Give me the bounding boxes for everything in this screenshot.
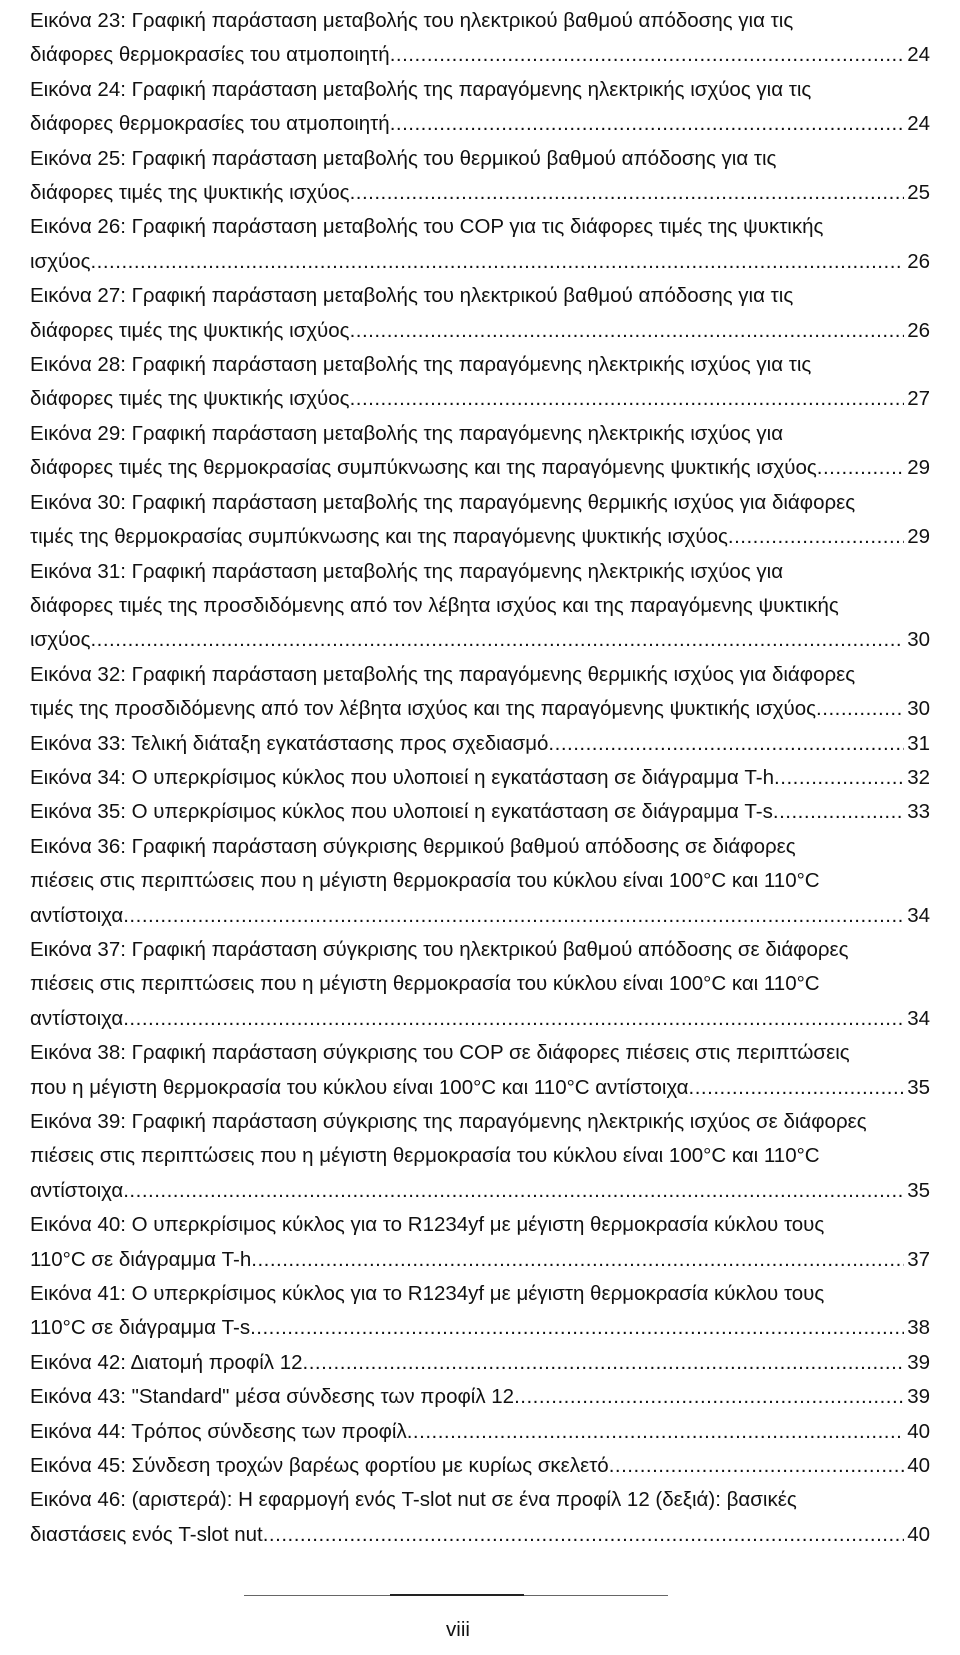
toc-entry-text: Εικόνα 42: Διατομή προφίλ 12 bbox=[30, 1350, 303, 1374]
toc-entry-text: Εικόνα 23: Γραφική παράσταση μεταβολής του ηλεκτρικού βαθμού απόδοσης για τις bbox=[30, 9, 794, 32]
toc-entry-text: αντίστοιχα bbox=[30, 903, 124, 927]
toc-entry[interactable] bbox=[30, 1105, 930, 1208]
dot-leader bbox=[303, 1346, 905, 1380]
toc-entry-text: διάφορες τιμές της θερμοκρασίας συμπύκνωσης και της παραγόμενης ψυκτικής ισχύος bbox=[30, 456, 817, 480]
dot-leader bbox=[548, 727, 904, 761]
toc-entry-text: Εικόνα 34: Ο υπερκρίσιμος κύκλος που υλοποιεί η εγκατάσταση σε διάγραμμα T-h bbox=[30, 765, 775, 789]
toc-entry-text: διάφορες τιμές της ψυκτικής ισχύος bbox=[30, 181, 350, 205]
toc-entry-last-line bbox=[30, 692, 930, 726]
toc-entry[interactable] bbox=[30, 1346, 930, 1380]
toc-entry-text: διαστάσεις ενός T-slot nut bbox=[30, 1522, 263, 1546]
toc-entry-text: Εικόνα 26: Γραφική παράσταση μεταβολής του COP για τις διάφορες τιμές της ψυκτικής bbox=[30, 215, 824, 239]
toc-entry[interactable] bbox=[30, 727, 930, 761]
dot-leader bbox=[263, 1518, 904, 1552]
toc-entry-text: Εικόνα 45: Σύνδεση τροχών βαρέως φορτίου με κυρίως σκελετό bbox=[30, 1454, 609, 1478]
toc-entry-text: Εικόνα 25: Γραφική παράσταση μεταβολής του θερμικού βαθμού απόδοσης για τις bbox=[30, 146, 777, 170]
toc-page-number: 26 bbox=[907, 249, 930, 273]
toc-entry-last-line bbox=[30, 899, 930, 933]
toc-entry[interactable] bbox=[30, 795, 930, 829]
toc-entry-text: διάφορες τιμές της ψυκτικής ισχύος bbox=[30, 318, 350, 342]
toc-entry-last-line bbox=[30, 1415, 930, 1449]
toc-entry-text: πιέσεις στις περιπτώσεις που η μέγιστη θερμοκρασία του κύκλου είναι 100°C και 110°C bbox=[30, 869, 820, 893]
dot-leader bbox=[251, 1243, 904, 1277]
toc-entry-text: Εικόνα 38: Γραφική παράσταση σύγκρισης του COP σε διάφορες πιέσεις στις περιπτώσεις bbox=[30, 1041, 850, 1065]
toc-page-number: 27 bbox=[907, 387, 930, 411]
toc-page-number: 33 bbox=[907, 800, 930, 824]
toc-page-number: 32 bbox=[907, 765, 930, 789]
toc-page-number: 39 bbox=[907, 1385, 930, 1409]
toc-entry-last-line bbox=[30, 623, 930, 657]
toc-entry[interactable] bbox=[30, 348, 930, 417]
table-of-figures bbox=[30, 4, 930, 1552]
page-number: viii bbox=[446, 1618, 470, 1641]
toc-entry[interactable] bbox=[30, 1208, 930, 1277]
toc-entry[interactable] bbox=[30, 1380, 930, 1414]
toc-entry-text: Εικόνα 33: Τελική διάταξη εγκατάστασης προς σχεδιασμό bbox=[30, 731, 549, 755]
toc-page-number: 29 bbox=[907, 456, 930, 480]
toc-entry[interactable] bbox=[30, 486, 930, 555]
toc-entry-text: Εικόνα 44: Τρόπος σύνδεσης των προφίλ bbox=[30, 1419, 407, 1443]
toc-entry-text: ισχύος bbox=[30, 628, 91, 652]
toc-entry-last-line bbox=[30, 176, 930, 210]
toc-entry-text: Εικόνα 43: "Standard" μέσα σύνδεσης των προφίλ 12 bbox=[30, 1385, 515, 1409]
toc-entry-last-line bbox=[30, 245, 930, 279]
toc-entry-text: διάφορες τιμές της προσδιδόμενης από τον λέβητα ισχύος και της παραγόμενης ψυκτικής bbox=[30, 593, 839, 617]
toc-entry-last-line bbox=[30, 1346, 930, 1380]
toc-entry-text: αντίστοιχα bbox=[30, 1006, 124, 1030]
toc-entry-last-line bbox=[30, 1380, 930, 1414]
toc-entry-last-line bbox=[30, 451, 930, 485]
toc-page-number: 24 bbox=[907, 43, 930, 67]
toc-entry-text: Εικόνα 32: Γραφική παράσταση μεταβολής της παραγόμενης θερμικής ισχύος για διάφορες bbox=[30, 662, 856, 686]
toc-page-number: 25 bbox=[907, 181, 930, 205]
toc-entry-text: τιμές της προσδιδόμενης από τον λέβητα ισχύος και της παραγόμενης ψυκτικής ισχύος bbox=[30, 697, 817, 721]
toc-entry[interactable] bbox=[30, 1415, 930, 1449]
toc-entry-last-line bbox=[30, 727, 930, 761]
toc-entry-last-line bbox=[30, 1002, 930, 1036]
toc-entry-last-line bbox=[30, 795, 930, 829]
toc-page-number: 34 bbox=[907, 903, 930, 927]
toc-page-number: 24 bbox=[907, 112, 930, 136]
toc-entry[interactable] bbox=[30, 4, 930, 73]
toc-entry-text: Εικόνα 41: Ο υπερκρίσιμος κύκλος για το R1234yf με μέγιστη θερμοκρασία κύκλου τους bbox=[30, 1282, 825, 1306]
dot-leader bbox=[773, 795, 904, 829]
toc-entry[interactable] bbox=[30, 1483, 930, 1552]
toc-page-number: 39 bbox=[907, 1350, 930, 1374]
toc-page-number: 30 bbox=[907, 697, 930, 721]
toc-page-number: 35 bbox=[907, 1075, 930, 1099]
toc-entry-text: Εικόνα 27: Γραφική παράσταση μεταβολής του ηλεκτρικού βαθμού απόδοσης για τις bbox=[30, 284, 794, 308]
toc-entry-text: Εικόνα 28: Γραφική παράσταση μεταβολής της παραγόμενης ηλεκτρικής ισχύος για τις bbox=[30, 353, 812, 377]
toc-entry-text: Εικόνα 29: Γραφική παράσταση μεταβολής της παραγόμενης ηλεκτρικής ισχύος για bbox=[30, 421, 784, 445]
toc-entry-text: πιέσεις στις περιπτώσεις που η μέγιστη θερμοκρασία του κύκλου είναι 100°C και 110°C bbox=[30, 972, 820, 996]
toc-entry[interactable] bbox=[30, 555, 930, 658]
toc-entry-text: Εικόνα 31: Γραφική παράσταση μεταβολής της παραγόμενης ηλεκτρικής ισχύος για bbox=[30, 559, 784, 583]
toc-page-number: 30 bbox=[907, 628, 930, 652]
toc-entry[interactable] bbox=[30, 73, 930, 142]
toc-entry[interactable] bbox=[30, 417, 930, 486]
dot-leader bbox=[728, 520, 904, 554]
toc-page-number: 31 bbox=[907, 731, 930, 755]
toc-entry-text: Εικόνα 30: Γραφική παράσταση μεταβολής της παραγόμενης θερμικής ισχύος για διάφορες bbox=[30, 490, 856, 514]
toc-entry-text: που η μέγιστη θερμοκρασία του κύκλου είναι 100°C και 110°C αντίστοιχα bbox=[30, 1075, 689, 1099]
toc-page-number: 38 bbox=[907, 1316, 930, 1340]
toc-entry[interactable] bbox=[30, 933, 930, 1036]
toc-entry-text: Εικόνα 35: Ο υπερκρίσιμος κύκλος που υλοποιεί η εγκατάσταση σε διάγραμμα T-s bbox=[30, 800, 773, 824]
dot-leader bbox=[250, 1311, 904, 1345]
toc-entry-last-line bbox=[30, 314, 930, 348]
toc-entry-text: 110°C σε διάγραμμα T-s bbox=[30, 1316, 251, 1340]
toc-entry-last-line bbox=[30, 1071, 930, 1105]
toc-entry-last-line bbox=[30, 382, 930, 416]
dot-leader bbox=[774, 761, 904, 795]
toc-page-number: 29 bbox=[907, 525, 930, 549]
dot-leader bbox=[90, 623, 904, 657]
toc-entry[interactable] bbox=[30, 1449, 930, 1483]
toc-page-number: 40 bbox=[907, 1454, 930, 1478]
toc-entry[interactable] bbox=[30, 210, 930, 279]
dot-leader bbox=[123, 1002, 904, 1036]
toc-page-number: 40 bbox=[907, 1419, 930, 1443]
toc-entry-text: ισχύος bbox=[30, 249, 91, 273]
toc-page-number: 37 bbox=[907, 1247, 930, 1271]
toc-entry-last-line bbox=[30, 1311, 930, 1345]
toc-page-number: 26 bbox=[907, 318, 930, 342]
dot-leader bbox=[350, 314, 905, 348]
toc-entry[interactable] bbox=[30, 830, 930, 933]
dot-leader bbox=[350, 382, 905, 416]
dot-leader bbox=[123, 1174, 904, 1208]
toc-entry-text: Εικόνα 24: Γραφική παράσταση μεταβολής της παραγόμενης ηλεκτρικής ισχύος για τις bbox=[30, 77, 812, 101]
toc-page-number: 34 bbox=[907, 1006, 930, 1030]
toc-entry-text: 110°C σε διάγραμμα T-h bbox=[30, 1247, 252, 1271]
footer-divider-accent bbox=[390, 1594, 524, 1596]
toc-entry-text: διάφορες θερμοκρασίες του ατμοποιητή bbox=[30, 43, 390, 67]
toc-page-number: 35 bbox=[907, 1178, 930, 1202]
dot-leader bbox=[817, 451, 904, 485]
toc-entry-last-line bbox=[30, 1449, 930, 1483]
toc-entry-text: Εικόνα 39: Γραφική παράσταση σύγκρισης της παραγόμενης ηλεκτρικής ισχύος σε διάφορες bbox=[30, 1110, 867, 1133]
toc-entry-text: Εικόνα 37: Γραφική παράσταση σύγκρισης του ηλεκτρικού βαθμού απόδοσης σε διάφορες bbox=[30, 937, 849, 961]
dot-leader bbox=[514, 1380, 904, 1414]
toc-entry[interactable] bbox=[30, 279, 930, 348]
dot-leader bbox=[390, 38, 905, 72]
toc-entry-last-line bbox=[30, 1518, 930, 1552]
toc-entry-text: τιμές της θερμοκρασίας συμπύκνωσης και της παραγόμενης ψυκτικής ισχύος bbox=[30, 525, 728, 549]
toc-entry-text: Εικόνα 46: (αριστερά): Η εφαρμογή ενός T-slot nut σε ένα προφίλ 12 (δεξιά): βασικές bbox=[30, 1488, 797, 1512]
toc-entry[interactable] bbox=[30, 142, 930, 211]
toc-entry-text: διάφορες τιμές της ψυκτικής ισχύος bbox=[30, 387, 350, 411]
toc-entry-last-line bbox=[30, 1243, 930, 1277]
dot-leader bbox=[350, 176, 905, 210]
dot-leader bbox=[390, 107, 905, 141]
toc-entry-text: διάφορες θερμοκρασίες του ατμοποιητή bbox=[30, 112, 390, 136]
toc-entry[interactable] bbox=[30, 761, 930, 795]
toc-entry[interactable] bbox=[30, 1277, 930, 1346]
dot-leader bbox=[123, 899, 904, 933]
toc-entry-last-line bbox=[30, 1174, 930, 1208]
dot-leader bbox=[689, 1071, 905, 1105]
toc-entry-text: Εικόνα 40: Ο υπερκρίσιμος κύκλος για το R1234yf με μέγιστη θερμοκρασία κύκλου τους bbox=[30, 1213, 825, 1237]
toc-entry[interactable] bbox=[30, 658, 930, 727]
toc-entry-last-line bbox=[30, 520, 930, 554]
toc-entry[interactable] bbox=[30, 1036, 930, 1105]
dot-leader bbox=[407, 1415, 904, 1449]
toc-page-number: 40 bbox=[907, 1522, 930, 1546]
dot-leader bbox=[816, 692, 904, 726]
dot-leader bbox=[90, 245, 904, 279]
toc-entry-text: Εικόνα 36: Γραφική παράσταση σύγκρισης θερμικού βαθμού απόδοσης σε διάφορες bbox=[30, 834, 796, 858]
toc-entry-last-line bbox=[30, 38, 930, 72]
toc-entry-text: πιέσεις στις περιπτώσεις που η μέγιστη θερμοκρασία του κύκλου είναι 100°C και 110°C bbox=[30, 1144, 820, 1168]
toc-entry-text: αντίστοιχα bbox=[30, 1178, 124, 1202]
dot-leader bbox=[609, 1449, 904, 1483]
toc-entry-last-line bbox=[30, 761, 930, 795]
toc-entry-last-line bbox=[30, 107, 930, 141]
